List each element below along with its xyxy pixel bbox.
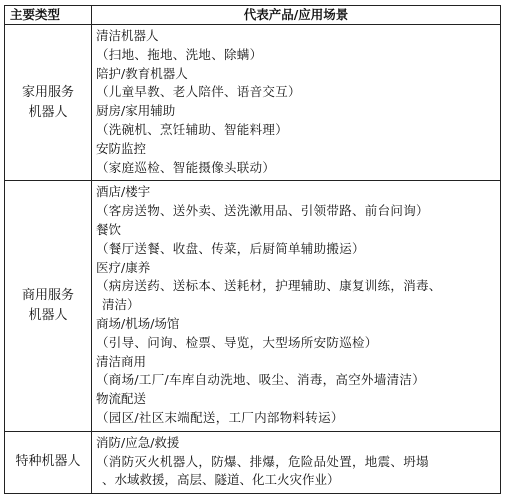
product-category: 酒店/楼宇 <box>96 184 151 200</box>
robot-types-table <box>4 5 501 494</box>
products-cell <box>92 431 501 493</box>
scenario-detail: （洗碗机、烹饪辅助、智能料理） <box>96 121 289 137</box>
table-header-row <box>5 6 501 25</box>
scenario-detail: （儿童早教、老人陪伴、语音交互） <box>96 84 301 100</box>
scenario-detail: （餐厅送餐、收盘、传菜，后厨简单辅助搬运） <box>96 240 365 256</box>
scenario-detail: （扫地、拖地、洗地、除螨） <box>96 46 263 62</box>
robot-type-cell <box>5 181 92 431</box>
robot-type-label: 机器人 <box>28 308 68 324</box>
product-category: 清洁商用 <box>96 353 147 369</box>
table-row <box>5 431 501 493</box>
robot-type-cell <box>5 431 92 493</box>
products-cell <box>92 25 501 181</box>
scenario-detail: 、水域救援，高层、隧道、化工火灾作业） <box>102 472 340 488</box>
robot-type-label: 家用服务 <box>21 84 74 100</box>
robot-type-label: 特种机器人 <box>15 454 81 470</box>
product-category: 厨房/家用辅助 <box>96 103 176 119</box>
scenario-detail: （病房送药、送标本、送耗材，护理辅助、康复训练，消毒、 <box>96 278 442 294</box>
product-category: 清洁机器人 <box>96 28 159 43</box>
product-category: 消防/应急/救援 <box>96 434 180 450</box>
product-category: 医疗/康养 <box>96 259 151 275</box>
robot-type-cell <box>5 25 92 181</box>
robot-type-label: 机器人 <box>28 104 68 120</box>
table-row <box>5 25 501 181</box>
table-body <box>5 25 501 494</box>
header-type: 主要类型 <box>5 6 92 25</box>
scenario-detail: （商场/工厂/车库自动洗地、吸尘、消毒，高空外墙清洁） <box>96 372 426 388</box>
table-row <box>5 181 501 431</box>
product-category: 物流配送 <box>96 391 147 407</box>
product-category: 餐饮 <box>96 221 122 237</box>
scenario-detail: （引导、问询、检票、导览，大型场所安防巡检） <box>96 334 378 350</box>
products-cell <box>92 181 501 431</box>
scenario-detail: （园区/社区末端配送，工厂内部物料转运） <box>96 409 344 425</box>
product-category: 商场/机场/场馆 <box>96 315 180 331</box>
product-category: 陪护/教育机器人 <box>96 65 188 81</box>
robot-type-label: 商用服务 <box>21 288 74 304</box>
product-category: 安防监控 <box>96 140 147 156</box>
scenario-detail: （消防灭火机器人，防爆、排爆，危险品处置，地震、坍塌 <box>96 453 429 469</box>
scenario-detail: （客房送物、送外卖、送洗漱用品、引领带路、前台问询） <box>96 203 429 219</box>
scenario-detail: （家庭巡检、智能摄像头联动） <box>96 159 276 175</box>
header-product: 代表产品/应用场景 <box>92 6 501 25</box>
scenario-detail: 清洁） <box>102 297 140 313</box>
